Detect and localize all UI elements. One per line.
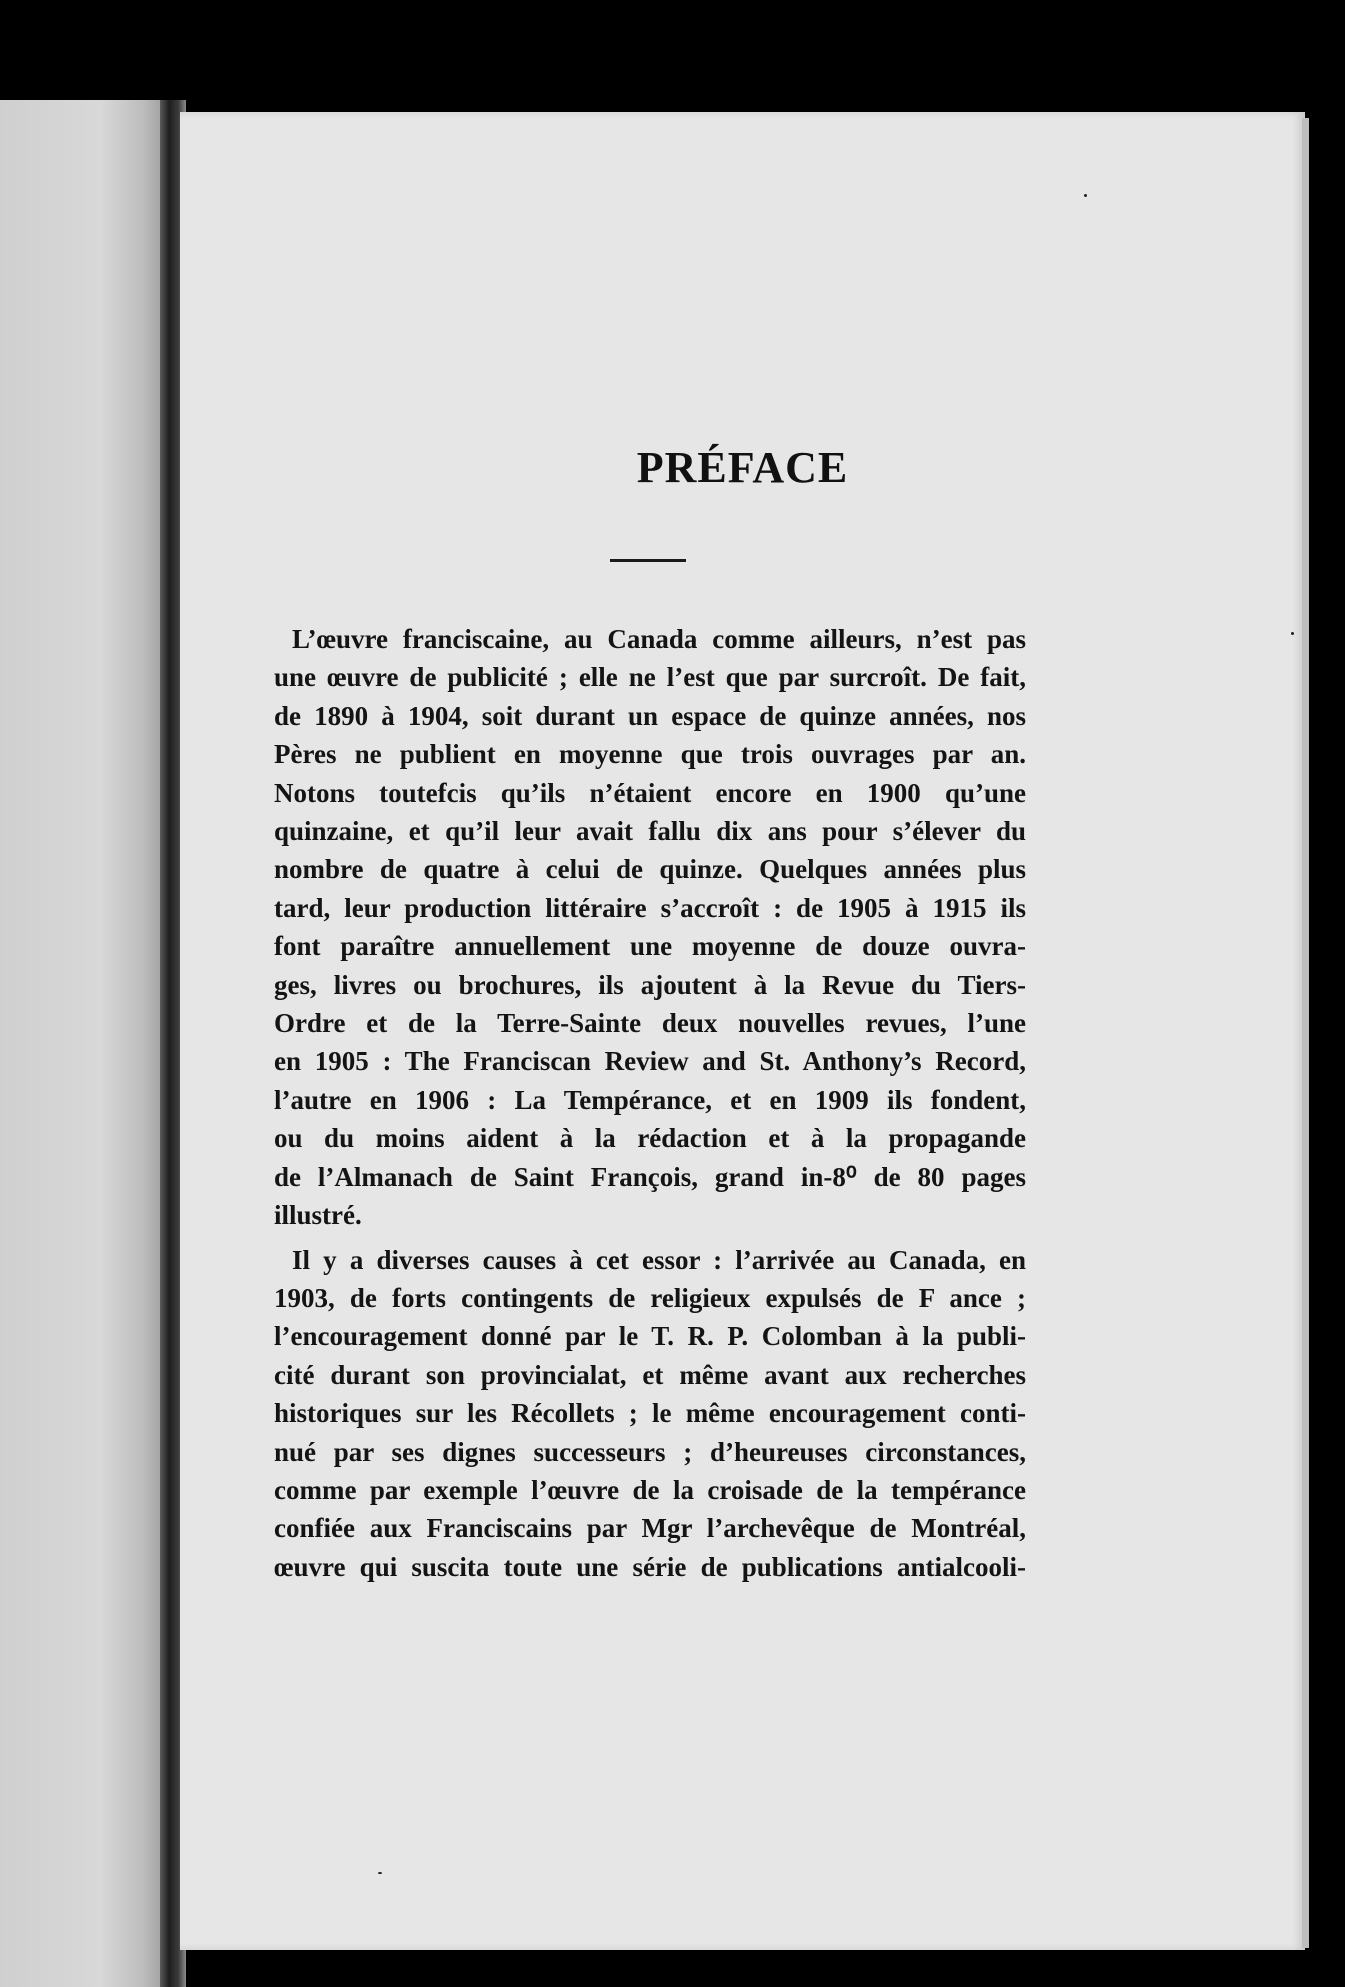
text-line: Ordre et de la Terre-Sainte deux nouvelles revues, l’une xyxy=(274,1008,1026,1039)
page-title: PRÉFACE xyxy=(636,443,849,492)
text-line: cité durant son provincialat, et même avant aux recherches xyxy=(274,1359,1026,1390)
text-line: Pères ne publient en moyenne que trois ouvrages par an. xyxy=(274,739,1026,770)
text-line: ges, livres ou brochures, ils ajoutent à la Revue du Tiers- xyxy=(274,969,1026,1000)
paragraph-2 xyxy=(274,1241,1026,1587)
text-line: œuvre qui suscita toute une série de publications antialcooli- xyxy=(274,1551,1026,1582)
text-line: illustré. xyxy=(274,1200,362,1231)
text-line: quinzaine, et qu’il leur avait fallu dix ans pour s’élever du xyxy=(274,816,1026,847)
text-line: de l’Almanach de Saint François, grand in-8⁰ de 80 pages xyxy=(274,1161,1026,1192)
text-line: nombre de quatre à celui de quinze. Quelques années plus xyxy=(274,854,1026,885)
text-line: de 1890 à 1904, soit durant un espace de quinze années, nos xyxy=(274,700,1026,731)
text-line: L’œuvre franciscaine, au Canada comme ailleurs, n’est pas xyxy=(292,624,1026,654)
book-page xyxy=(180,112,1305,1950)
text-line: confiée aux Franciscains par Mgr l’archevêque de Montréal, xyxy=(274,1513,1026,1544)
text-line: 1903, de forts contingents de religieux expulsés de F ance ; xyxy=(274,1282,1026,1313)
text-line: Il y a diverses causes à cet essor : l’arrivée au Canada, en xyxy=(292,1244,1026,1275)
text-line: tard, leur production littéraire s’accroît : de 1905 à 1915 ils xyxy=(274,892,1026,923)
text-line: historiques sur les Récollets ; le même encouragement conti- xyxy=(274,1398,1026,1429)
facing-page-edge xyxy=(0,100,168,1987)
title-divider xyxy=(610,559,686,562)
text-line: comme par exemple l’œuvre de la croisade de la tempérance xyxy=(274,1474,1026,1505)
text-line: une œuvre de publicité ; elle ne l’est que par surcroît. De fait, xyxy=(274,662,1026,693)
text-line: Notons toutefcis qu’ils n’étaient encore en 1900 qu’une xyxy=(274,777,1026,808)
body-text xyxy=(274,620,1026,1586)
text-line: en 1905 : The Franciscan Review and St. Anthony’s Record, xyxy=(274,1046,1026,1077)
text-line: nué par ses dignes successeurs ; d’heureuses circonstances, xyxy=(274,1436,1026,1467)
page-right-edge xyxy=(1302,118,1309,1948)
text-line: l’encouragement donné par le T. R. P. Colomban à la publi- xyxy=(274,1321,1026,1352)
paragraph-1 xyxy=(274,620,1026,1235)
text-line: ou du moins aident à la rédaction et à la propagande xyxy=(274,1123,1026,1154)
text-line: l’autre en 1906 : La Tempérance, et en 1909 ils fondent, xyxy=(274,1084,1026,1115)
text-line: font paraître annuellement une moyenne de douze ouvra- xyxy=(274,931,1026,962)
